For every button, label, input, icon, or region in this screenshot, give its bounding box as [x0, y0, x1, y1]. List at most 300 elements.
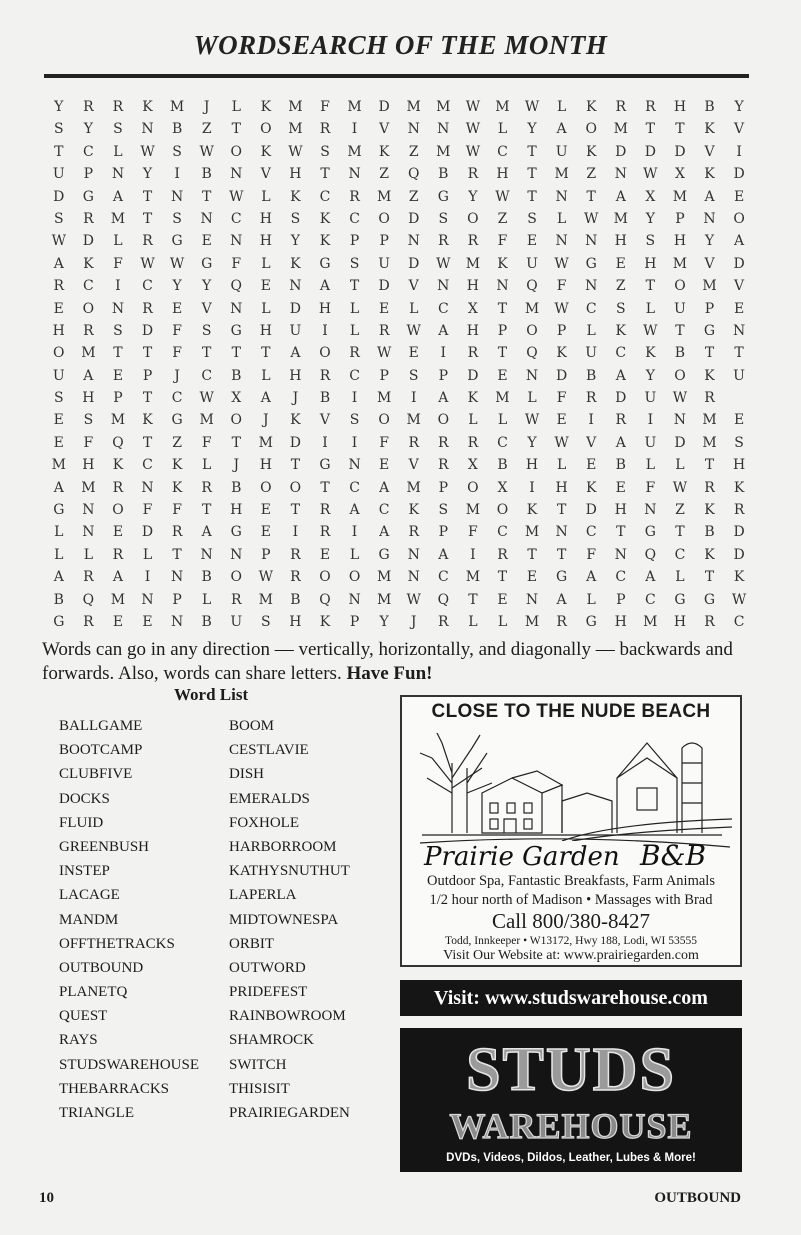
grid-letter: O: [467, 210, 479, 227]
logo-warehouse: WAREHOUSE: [449, 1106, 693, 1146]
grid-letter: R: [230, 591, 242, 608]
grid-letter: E: [526, 569, 538, 586]
grid-letter: T: [527, 188, 537, 205]
grid-letter: M: [376, 188, 392, 205]
grid-letter: Q: [112, 434, 124, 451]
grid-letter: L: [586, 591, 596, 608]
grid-letter: V: [704, 255, 715, 272]
grid-letter: I: [351, 390, 358, 407]
grid-letter: V: [201, 300, 212, 317]
ad-phone: Call 800/380-8427: [491, 909, 651, 933]
grid-letter: C: [83, 278, 94, 295]
grid-letter: S: [83, 412, 94, 429]
grid-letter: T: [645, 121, 656, 138]
grid-letter: G: [230, 322, 242, 339]
grid-letter: N: [585, 278, 598, 295]
grid-letter: G: [378, 546, 390, 563]
grid-letter: N: [82, 502, 95, 519]
grid-letter: M: [465, 569, 481, 586]
grid-letter: K: [556, 345, 567, 362]
grid-letter: G: [319, 255, 331, 272]
grid-letter: T: [231, 434, 241, 451]
grid-letter: G: [171, 233, 183, 250]
grid-letter: C: [733, 613, 745, 630]
grid-letter: S: [349, 255, 360, 272]
grid-letter: Y: [172, 278, 182, 295]
grid-letter: X: [231, 390, 242, 407]
grid-letter: M: [672, 188, 688, 205]
grid-letter: R: [408, 434, 419, 451]
grid-letter: L: [261, 188, 271, 205]
grid-letter: O: [289, 479, 302, 496]
grid-letter: Q: [407, 166, 420, 183]
grid-letter: N: [289, 278, 302, 295]
grid-letter: T: [142, 188, 153, 205]
grid-letter: R: [112, 99, 124, 115]
grid-letter: U: [526, 255, 538, 272]
page-title: WORDSEARCH OF THE MONTH: [193, 30, 608, 60]
grid-row: [44, 521, 756, 543]
grid-letter: H: [466, 278, 479, 295]
grid-letter: E: [408, 345, 419, 362]
grid-letter: L: [556, 210, 567, 227]
grid-letter: T: [468, 591, 478, 608]
grid-letter: H: [318, 300, 332, 317]
grid-letter: R: [83, 210, 94, 227]
grid-letter: R: [83, 613, 94, 630]
grid-letter: L: [556, 99, 567, 115]
grid-letter: S: [438, 502, 449, 519]
grid-letter: A: [704, 188, 715, 205]
grid-letter: V: [379, 121, 390, 138]
grid-letter: E: [586, 457, 597, 474]
grid-letter: I: [322, 434, 328, 451]
grid-letter: W: [465, 121, 481, 138]
grid-letter: S: [290, 210, 301, 227]
grid-letter: I: [115, 278, 121, 295]
grid-letter: J: [410, 613, 417, 630]
grid-letter: O: [526, 322, 538, 339]
grid-letter: F: [201, 434, 212, 451]
grid-letter: B: [231, 367, 242, 384]
grid-letter: D: [82, 233, 94, 250]
grid-letter: P: [113, 390, 123, 407]
grid-letter: F: [142, 502, 153, 519]
grid-letter: K: [704, 121, 715, 138]
grid-letter: C: [142, 278, 153, 295]
grid-letter: K: [290, 188, 301, 205]
grid-letter: R: [349, 345, 360, 362]
grid-letter: T: [202, 188, 212, 205]
studs-warehouse-ad: [400, 1028, 742, 1172]
grid-letter: D: [733, 524, 745, 541]
grid-letter: M: [347, 143, 362, 160]
grid-letter: Z: [586, 166, 597, 183]
grid-row: [44, 454, 756, 476]
grid-letter: C: [497, 524, 508, 541]
grid-letter: N: [614, 166, 627, 183]
grid-letter: O: [260, 479, 272, 496]
grid-letter: Y: [645, 367, 655, 384]
grid-letter: E: [112, 524, 124, 541]
grid-letter: K: [733, 479, 745, 496]
grid-letter: A: [615, 434, 626, 451]
grid-letter: G: [703, 322, 716, 339]
grid-letter: M: [495, 99, 510, 115]
grid-letter: H: [555, 479, 568, 496]
word-list-item: LAPERLA: [229, 887, 297, 904]
grid-letter: N: [111, 166, 125, 183]
grid-letter: W: [524, 412, 540, 429]
word-list-item: TRIANGLE: [59, 1105, 134, 1121]
grid-letter: F: [586, 546, 597, 563]
grid-letter: S: [527, 210, 537, 227]
grid-letter: W: [465, 99, 481, 115]
grid-letter: D: [378, 99, 390, 115]
grid-letter: N: [555, 233, 568, 250]
word-list-item: SHAMROCK: [229, 1032, 315, 1049]
grid-letter: Y: [527, 434, 537, 451]
grid-letter: L: [202, 457, 212, 474]
grid-letter: G: [556, 569, 568, 586]
grid-letter: D: [674, 143, 686, 160]
grid-letter: O: [674, 278, 686, 295]
grid-letter: L: [261, 300, 271, 317]
grid-letter: D: [408, 255, 420, 272]
grid-letter: F: [113, 255, 123, 272]
grid-letter: R: [467, 233, 479, 250]
word-list-item: DISH: [229, 766, 265, 783]
grid-letter: D: [615, 390, 627, 407]
word-list-item: QUEST: [59, 1008, 108, 1025]
grid-letter: M: [199, 412, 214, 429]
grid-letter: D: [644, 143, 656, 160]
grid-letter: Z: [497, 210, 508, 227]
grid-letter: L: [645, 300, 655, 317]
grid-letter: O: [53, 345, 65, 362]
grid-letter: T: [142, 210, 153, 227]
grid-letter: N: [525, 591, 539, 608]
grid-letter: C: [615, 569, 627, 586]
grid-letter: O: [230, 412, 242, 429]
grid-letter: N: [555, 188, 568, 205]
grid-letter: Y: [704, 233, 715, 250]
grid-letter: W: [140, 255, 155, 272]
grid-letter: P: [438, 367, 449, 384]
grid-letter: E: [53, 300, 64, 317]
grid-letter: A: [645, 569, 656, 586]
grid-row: [44, 96, 756, 118]
grid-letter: I: [529, 479, 535, 496]
grid-letter: T: [320, 479, 330, 496]
grid-letter: E: [260, 278, 271, 295]
grid-letter: A: [319, 278, 331, 295]
word-list-item: RAINBOWROOM: [229, 1008, 346, 1025]
grid-letter: S: [734, 434, 744, 451]
ad-line-1: Outdoor Spa, Fantastic Breakfasts, Farm Animals: [427, 873, 715, 889]
grid-letter: D: [615, 143, 627, 160]
grid-letter: N: [111, 300, 125, 317]
grid-letter: A: [379, 524, 390, 541]
grid-letter: M: [613, 210, 628, 227]
grid-letter: M: [110, 412, 126, 429]
grid-letter: O: [674, 367, 686, 384]
grid-row: [44, 230, 756, 252]
grid-letter: L: [142, 546, 153, 563]
grid-letter: I: [174, 166, 180, 183]
grid-letter: O: [437, 412, 450, 429]
grid-letter: N: [200, 546, 213, 563]
grid-letter: K: [319, 613, 331, 630]
grid-letter: H: [289, 613, 302, 630]
grid-letter: W: [169, 255, 185, 272]
grid-letter: N: [407, 569, 420, 586]
grid-letter: Y: [379, 613, 389, 630]
grid-letter: W: [731, 591, 747, 608]
grid-letter: B: [201, 166, 212, 183]
grid-row: [44, 163, 756, 185]
grid-letter: K: [526, 502, 538, 519]
grid-letter: R: [585, 390, 597, 407]
grid-row: [44, 118, 756, 140]
grid-letter: A: [53, 479, 64, 496]
grid-letter: W: [199, 143, 214, 160]
grid-letter: E: [526, 233, 538, 250]
grid-letter: R: [645, 99, 656, 115]
grid-letter: H: [644, 255, 657, 272]
grid-letter: N: [141, 591, 154, 608]
grid-letter: S: [113, 121, 123, 138]
grid-letter: V: [319, 412, 331, 429]
grid-letter: L: [202, 591, 212, 608]
grid-letter: D: [141, 322, 154, 339]
grid-letter: R: [142, 233, 153, 250]
grid-letter: L: [261, 367, 271, 384]
grid-letter: T: [616, 524, 626, 541]
grid-letter: A: [438, 390, 449, 407]
grid-letter: G: [53, 613, 65, 630]
grid-letter: N: [170, 188, 184, 205]
grid-letter: X: [467, 300, 478, 317]
grid-letter: R: [467, 434, 479, 451]
grid-letter: M: [613, 121, 628, 138]
grid-letter: T: [497, 300, 508, 317]
grid-letter: R: [142, 300, 153, 317]
grid-letter: B: [704, 524, 715, 541]
instructions-text: Words can go in any direction — vertically, horizontally, and diagonally — backwards and forwards. Also, words can share letters.: [42, 639, 733, 684]
grid-letter: B: [497, 457, 508, 474]
grid-letter: B: [674, 345, 686, 362]
grid-letter: R: [615, 99, 627, 115]
grid-letter: Z: [172, 434, 182, 451]
grid-letter: T: [556, 546, 567, 563]
grid-letter: K: [704, 546, 715, 563]
grid-letter: Y: [83, 121, 93, 138]
grid-letter: V: [734, 278, 745, 295]
grid-letter: R: [83, 569, 94, 586]
grid-letter: T: [320, 166, 330, 183]
grid-letter: R: [467, 345, 479, 362]
grid-letter: X: [645, 188, 656, 205]
grid-letter: W: [554, 300, 569, 317]
grid-row: [44, 589, 756, 611]
grid-letter: W: [258, 569, 274, 586]
grid-letter: K: [378, 143, 390, 160]
grid-letter: W: [672, 479, 688, 496]
grid-row: [44, 141, 756, 163]
grid-letter: P: [616, 591, 626, 608]
grid-letter: L: [675, 457, 685, 474]
prairie-garden-logo: [410, 833, 736, 873]
grid-letter: T: [142, 434, 153, 451]
grid-letter: Q: [644, 546, 657, 563]
grid-letter: O: [230, 143, 242, 160]
grid-letter: Y: [142, 166, 153, 183]
grid-letter: G: [319, 457, 331, 474]
grid-letter: L: [261, 255, 271, 272]
grid-letter: N: [703, 210, 716, 227]
grid-letter: G: [201, 255, 213, 272]
grid-letter: R: [704, 613, 715, 630]
grid-letter: T: [556, 502, 567, 519]
grid-letter: O: [585, 121, 597, 138]
grid-letter: H: [82, 390, 95, 407]
grid-letter: N: [82, 524, 95, 541]
grid-letter: A: [586, 569, 597, 586]
grid-row: [44, 477, 756, 499]
grid-letter: I: [144, 569, 151, 586]
word-list-item: BOOM: [229, 718, 275, 734]
grid-letter: L: [113, 143, 123, 160]
grid-letter: A: [53, 255, 64, 272]
grid-letter: I: [588, 412, 594, 429]
grid-letter: O: [733, 210, 745, 227]
grid-letter: W: [643, 322, 658, 339]
grid-letter: A: [349, 502, 360, 519]
grid-letter: M: [702, 412, 717, 429]
ad-line-2: 1/2 hour north of Madison • Massages with Brad: [429, 892, 713, 908]
grid-row: [44, 544, 756, 566]
grid-letter: X: [497, 479, 508, 496]
grid-letter: T: [704, 569, 715, 586]
grid-letter: F: [231, 255, 242, 272]
grid-letter: E: [260, 524, 271, 541]
grid-letter: N: [141, 479, 154, 496]
grid-letter: U: [378, 255, 391, 272]
word-list-item: HARBORROOM: [229, 838, 337, 855]
grid-letter: A: [83, 367, 94, 384]
word-list-item: GREENBUSH: [59, 838, 150, 855]
grid-letter: W: [672, 390, 688, 407]
grid-letter: O: [82, 300, 95, 317]
grid-letter: U: [585, 345, 598, 362]
grid-letter: Q: [319, 591, 331, 608]
grid-letter: N: [348, 591, 361, 608]
grid-letter: H: [614, 502, 627, 519]
grid-letter: F: [556, 390, 567, 407]
grid-letter: F: [379, 434, 389, 451]
grid-letter: R: [83, 322, 94, 339]
grid-letter: L: [83, 546, 94, 563]
grid-letter: C: [644, 591, 656, 608]
grid-letter: R: [319, 367, 331, 384]
grid-letter: X: [467, 457, 478, 474]
grid-letter: Y: [734, 99, 744, 115]
grid-letter: K: [704, 166, 715, 183]
grid-letter: S: [201, 322, 212, 339]
grid-letter: R: [349, 188, 360, 205]
grid-letter: L: [349, 546, 360, 563]
grid-letter: U: [674, 300, 686, 317]
grid-letter: C: [585, 300, 597, 317]
grid-letter: N: [732, 322, 746, 339]
grid-letter: W: [406, 591, 421, 608]
grid-letter: N: [407, 233, 420, 250]
grid-letter: C: [349, 367, 360, 384]
grid-letter: B: [704, 99, 715, 115]
grid-letter: N: [407, 546, 420, 563]
grid-letter: M: [81, 479, 96, 496]
grid-row: [44, 320, 756, 342]
grid-letter: R: [467, 166, 479, 183]
grid-letter: R: [408, 524, 419, 541]
grid-letter: S: [113, 322, 123, 339]
grid-letter: P: [675, 210, 685, 227]
grid-letter: W: [406, 322, 421, 339]
grid-letter: K: [171, 457, 183, 474]
grid-letter: L: [645, 457, 655, 474]
grid-letter: N: [437, 121, 450, 138]
grid-letter: N: [525, 367, 539, 384]
grid-letter: T: [349, 278, 360, 295]
grid-letter: G: [703, 591, 716, 608]
grid-letter: P: [497, 322, 508, 339]
grid-letter: K: [497, 255, 508, 272]
grid-letter: G: [82, 188, 94, 205]
word-list-item: CLUBFIVE: [59, 766, 133, 783]
grid-letter: V: [704, 143, 715, 160]
grid-letter: M: [406, 99, 421, 115]
grid-letter: N: [230, 300, 243, 317]
grid-letter: T: [497, 569, 508, 586]
grid-letter: T: [202, 345, 212, 362]
word-list-item: OFFTHETRACKS: [59, 935, 175, 952]
grid-letter: A: [53, 569, 64, 586]
grid-letter: H: [673, 99, 687, 115]
grid-letter: O: [230, 569, 242, 586]
grid-letter: I: [292, 524, 299, 541]
grid-letter: C: [615, 345, 627, 362]
grid-letter: P: [438, 524, 449, 541]
grid-letter: D: [556, 367, 568, 384]
grid-letter: C: [497, 434, 508, 451]
word-list-title: Word List: [174, 685, 249, 704]
grid-letter: S: [53, 210, 64, 227]
grid-letter: R: [438, 233, 449, 250]
grid-letter: N: [437, 278, 450, 295]
grid-letter: I: [410, 390, 417, 407]
grid-letter: H: [259, 457, 272, 474]
grid-letter: H: [289, 166, 302, 183]
grid-letter: E: [171, 300, 183, 317]
word-list-item: PRAIRIEGARDEN: [229, 1105, 350, 1121]
grid-letter: Z: [675, 502, 685, 519]
grid-letter: C: [497, 143, 508, 160]
grid-letter: L: [675, 569, 685, 586]
grid-letter: L: [113, 233, 123, 250]
grid-letter: R: [704, 390, 715, 407]
grid-letter: L: [54, 524, 64, 541]
